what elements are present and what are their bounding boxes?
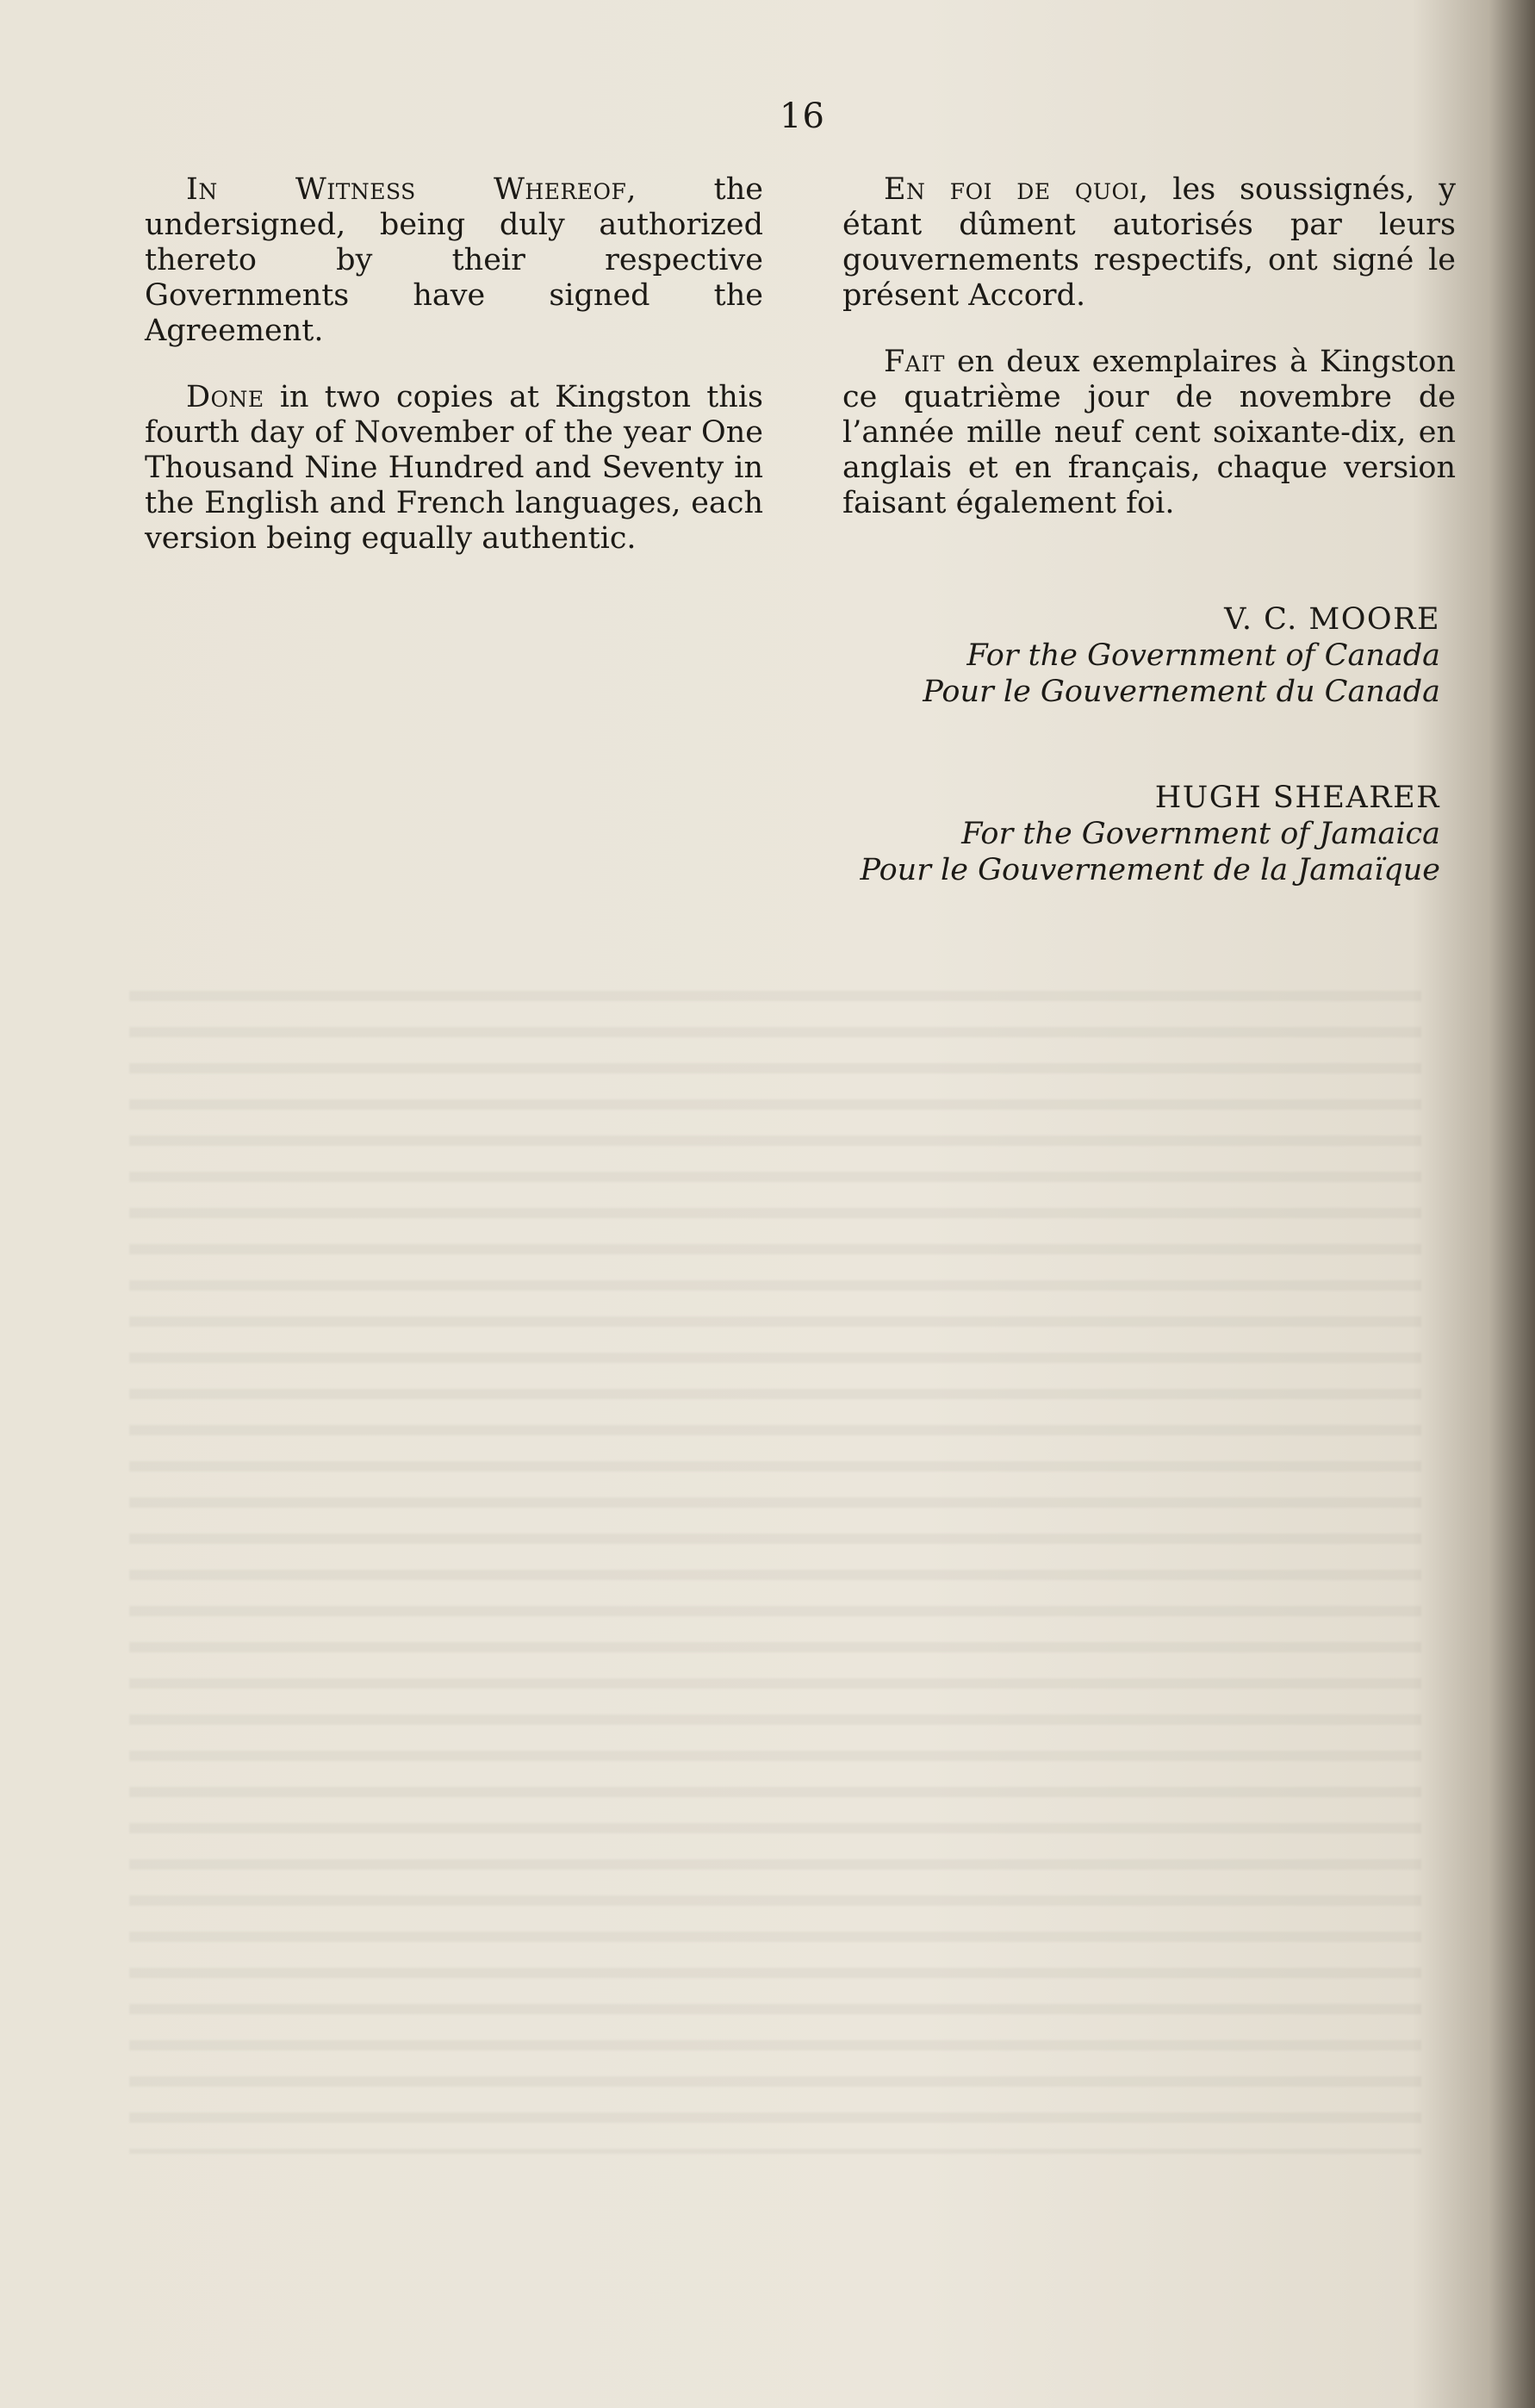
signature-block-canada — [923, 601, 1440, 710]
done-paragraph-en — [145, 380, 763, 557]
witness-lead-en: In Witness Whereof, — [186, 172, 637, 207]
signatory-name: HUGH SHEARER — [1154, 781, 1440, 815]
signatory-title-en: For the Government of Jamaica — [961, 817, 1440, 851]
witness-text-en: the undersigned, being duly authorized thereto by their respective Governments have signed the Agreement. — [145, 172, 763, 348]
foi-lead-fr: En foi de quoi, — [884, 172, 1149, 207]
signatory-name: V. C. MOORE — [1224, 602, 1440, 637]
witness-paragraph-en — [145, 172, 763, 349]
show-through-texture — [129, 991, 1421, 2154]
foi-paragraph-fr — [842, 172, 1456, 314]
done-text-en: in two copies at Kingston this fourth day of November of the year One Thousand Nine Hundred and Seventy in the English and French languages, each version being equally authentic. — [145, 380, 763, 556]
english-column — [145, 172, 763, 588]
signatory-title-fr: Pour le Gouvernement du Canada — [923, 675, 1440, 709]
fait-lead-fr: Fait — [884, 345, 945, 379]
fait-paragraph-fr — [842, 345, 1456, 521]
foi-text-fr: les soussignés, y étant dûment autorisés par leurs gouvernements respectifs, ont signé le présent Accord. — [842, 172, 1456, 313]
done-lead-en: Done — [186, 380, 264, 414]
signatory-title-en: For the Government of Canada — [966, 638, 1440, 673]
signature-block-jamaica — [860, 780, 1440, 888]
page-number: 16 — [780, 96, 825, 136]
signatory-title-fr: Pour le Gouvernement de la Jamaïque — [860, 853, 1440, 887]
fait-text-fr: en deux exemplaires à Kingston ce quatrième jour de novembre de l’année mille neuf cent soixante-dix, en anglais et en français, chaque version faisant également foi. — [842, 345, 1456, 520]
french-column — [842, 172, 1456, 552]
